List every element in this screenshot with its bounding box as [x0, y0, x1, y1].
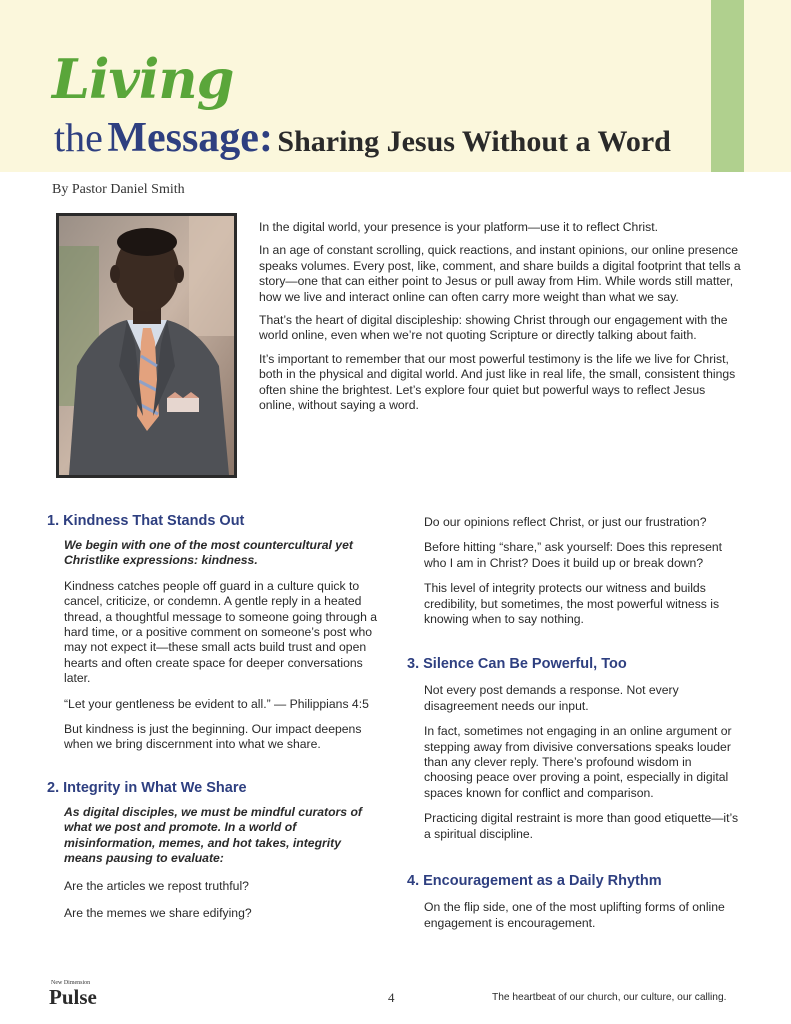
question-item: Are the memes we share edifying?	[64, 905, 252, 920]
intro-text	[259, 220, 743, 421]
body-paragraph: In fact, sometimes not engaging in an online argument or stepping away from divisive conversations speaks louder than any clever reply. There’s profound wisdom in choosing peace over proving a point, especially in digital spaces known for conflict and comparison.	[424, 724, 732, 800]
body-paragraph: On the flip side, one of the most uplifting forms of online engagement is encouragement.	[424, 900, 725, 930]
intro-paragraph: In an age of constant scrolling, quick reactions, and instant opinions, our online presence speaks volumes. Every post, like, comment, and share builds a digital footprint that tells a story—one that can either point to Jesus or pull away from Him. While words still matter, how we live and interact online can often carry more weight than what we say.	[259, 243, 741, 304]
page-title	[54, 117, 671, 159]
section-heading-silence: 3. Silence Can Be Powerful, Too	[407, 656, 627, 673]
body-paragraph: This level of integrity protects our witness and builds credibility, but sometimes, the most powerful witness is knowing when to say nothing.	[424, 581, 720, 627]
scripture-quote: “Let your gentleness be evident to all.” — Philippians 4:5	[64, 696, 369, 711]
body-paragraph: Before hitting “share,” ask yourself: Does this represent who I am in Christ? Does it build up or break down?	[424, 540, 723, 570]
pulse-logo	[49, 980, 111, 1010]
footer-tagline: The heartbeat of our church, our culture, our calling.	[492, 992, 727, 1003]
body-paragraph: Not every post demands a response. Not every disagreement needs our input.	[424, 683, 679, 713]
section-heading-kindness: 1. Kindness That Stands Out	[47, 513, 245, 529]
left-column	[47, 512, 382, 931]
body-paragraph: Kindness catches people off guard in a culture quick to cancel, criticize, or condemn. A gentle reply in a heated thread, a thoughtful message to someone going through a hard time, or a positive comment on someone’s post who may not expect it—these small acts build trust and open hearts and often create space for deeper conversations later.	[64, 578, 378, 686]
logo-main-text: Pulse	[49, 985, 97, 1009]
question-item: Do our opinions reflect Christ, or just our frustration?	[424, 515, 707, 529]
body-paragraph: But kindness is just the beginning. Our impact deepens when we bring discernment into what we share.	[64, 722, 362, 752]
title-the: the	[54, 115, 103, 160]
author-photo	[56, 213, 237, 478]
intro-paragraph: It’s important to remember that our most powerful testimony is the life we live for Christ, both in the physical and digital world. And just like in real life, the small, consistent things often shine the brightest. Let’s explore four quiet but powerful ways to reflect Jesus online, without saying a word.	[259, 351, 736, 413]
section-heading-encouragement: 4. Encouragement as a Daily Rhythm	[407, 873, 662, 890]
body-paragraph: Practicing digital restraint is more than good etiquette—it’s a spiritual discipline.	[424, 811, 739, 841]
byline: By Pastor Daniel Smith	[52, 182, 185, 197]
accent-bar	[711, 0, 744, 172]
section-lead: As digital disciples, we must be mindful curators of what we post and promote. In a world of misinformation, memes, and hot takes, integrity means pausing to evaluate:	[64, 804, 362, 866]
title-subtitle: Sharing Jesus Without a Word	[277, 125, 671, 158]
intro-paragraph: That’s the heart of digital discipleship: showing Christ through our engagement with the world online, even when we’re not quoting Scripture or directly talking about faith.	[259, 313, 728, 343]
right-column	[407, 515, 743, 941]
logo-small-text: New Dimension	[51, 980, 91, 986]
title-living: Living	[52, 47, 234, 111]
page-number: 4	[388, 990, 395, 1005]
intro-paragraph: In the digital world, your presence is your platform—use it to reflect Christ.	[259, 220, 658, 234]
section-heading-integrity: 2. Integrity in What We Share	[47, 779, 247, 796]
section-lead: We begin with one of the most countercultural yet Christlike expressions: kindness.	[64, 538, 353, 568]
question-item: Are the articles we repost truthful?	[64, 878, 249, 893]
portrait-illustration	[59, 216, 234, 475]
title-message: Message:	[107, 115, 273, 161]
